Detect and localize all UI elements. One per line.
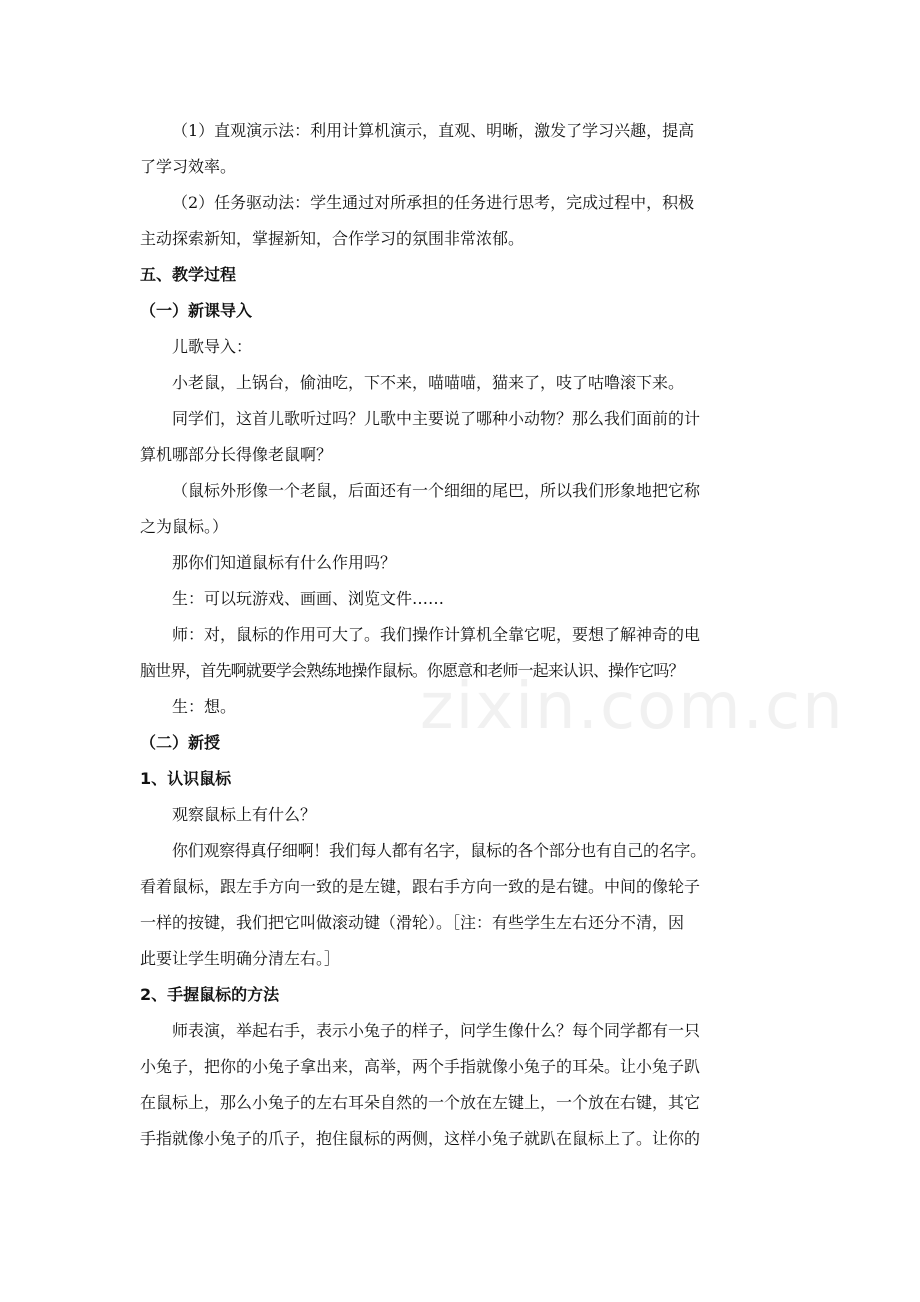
paragraph-line: 你们观察得真仔细啊！我们每人都有名字，鼠标的各个部分也有自己的名字。	[172, 841, 706, 860]
paragraph-line: 了学习效率。	[140, 157, 237, 176]
paragraph-line: 小老鼠，上锅台，偷油吃，下不来，喵喵喵，猫来了，吱了咕噜滚下来。	[172, 373, 685, 392]
subsection-heading: 2、手握鼠标的方法	[140, 985, 280, 1004]
paragraph-line: 手指就像小兔子的爪子，抱住鼠标的两侧，这样小兔子就趴在鼠标上了。让你的	[140, 1129, 701, 1148]
subsection-heading: 1、认识鼠标	[140, 769, 232, 788]
paragraph-line: 看着鼠标，跟左手方向一致的是左键，跟右手方向一致的是右键。中间的像轮子	[140, 877, 701, 896]
watermark: zixin.com.cn	[420, 670, 845, 744]
paragraph-line: （1）直观演示法：利用计算机演示，直观、明晰，激发了学习兴趣，提高	[172, 121, 695, 140]
subsection-heading: （一）新课导入	[140, 301, 253, 320]
paragraph-line: 观察鼠标上有什么？	[172, 805, 317, 824]
paragraph-line: （鼠标外形像一个老鼠，后面还有一个细细的尾巴，所以我们形象地把它称	[172, 481, 701, 500]
paragraph-line: 脑世界，首先啊就要学会熟练地操作鼠标。你愿意和老师一起来认识、操作它吗？	[140, 661, 684, 680]
paragraph-line: （2）任务驱动法：学生通过对所承担的任务进行思考，完成过程中，积极	[172, 193, 695, 212]
paragraph-line: 一样的按键，我们把它叫做滚动键（滑轮）。［注：有些学生左右还分不清，因	[140, 913, 685, 932]
paragraph-line: 生：可以玩游戏、画画、浏览文件……	[172, 589, 445, 608]
paragraph-line: 此要让学生明确分清左右。］	[140, 949, 341, 968]
paragraph-line: 同学们，这首儿歌听过吗？儿歌中主要说了哪种小动物？那么我们面前的计	[172, 409, 701, 428]
paragraph-line: 主动探索新知，掌握新知，合作学习的氛围非常浓郁。	[140, 229, 525, 248]
paragraph-line: 师：对，鼠标的作用可大了。我们操作计算机全靠它呢，要想了解神奇的电	[172, 625, 701, 644]
paragraph-line: 在鼠标上，那么小兔子的左右耳朵自然的一个放在左键上，一个放在右键，其它	[140, 1093, 701, 1112]
paragraph-line: 生：想。	[172, 697, 237, 716]
paragraph-line: 师表演，举起右手，表示小兔子的样子，问学生像什么？每个同学都有一只	[172, 1021, 701, 1040]
paragraph-line: 算机哪部分长得像老鼠啊？	[140, 445, 333, 464]
paragraph-line: 小兔子，把你的小兔子拿出来，高举，两个手指就像小兔子的耳朵。让小兔子趴	[140, 1057, 701, 1076]
paragraph-line: 那你们知道鼠标有什么作用吗？	[172, 553, 397, 572]
paragraph-line: 之为鼠标。）	[140, 517, 229, 536]
paragraph-line: 儿歌导入：	[172, 337, 253, 356]
subsection-heading: （二）新授	[140, 733, 221, 752]
section-heading: 五、教学过程	[140, 265, 237, 284]
